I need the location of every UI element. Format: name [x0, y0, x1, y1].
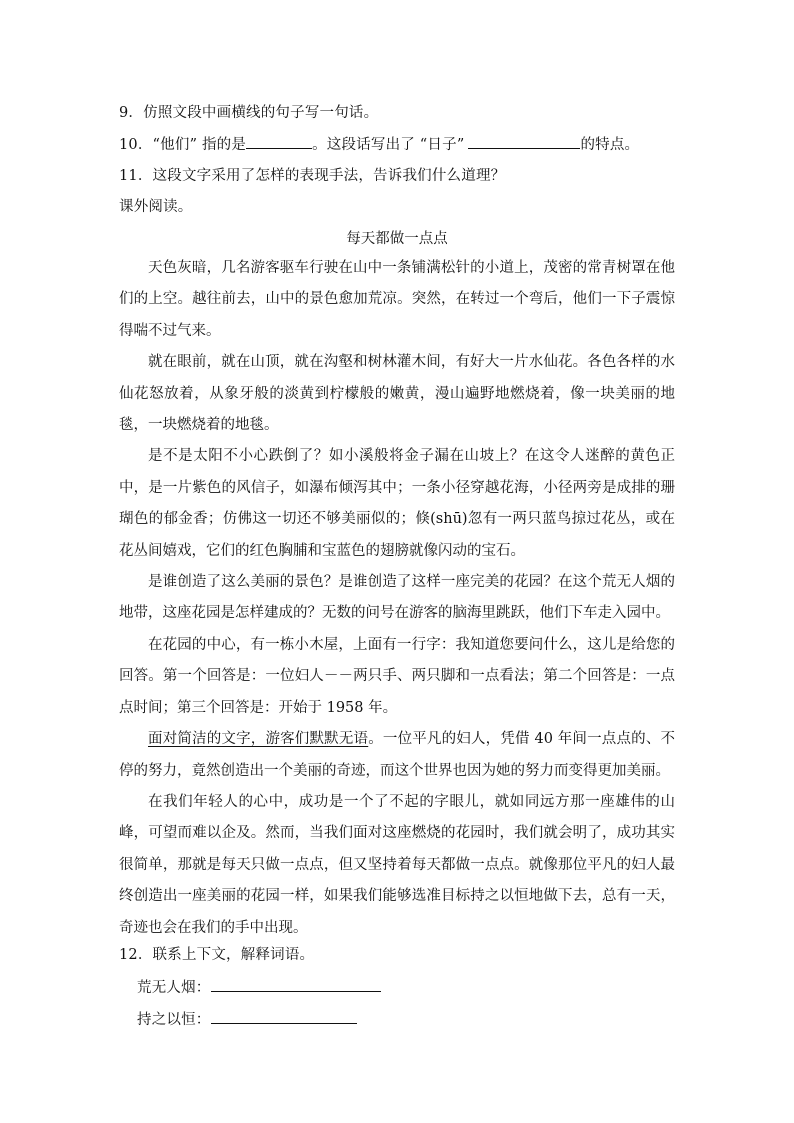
answer-blank-days[interactable] [468, 134, 580, 149]
article-paragraph-7: 在我们年轻人的心中，成功是一个了不起的字眼儿，就如同远方那一座雄伟的山峰，可望而难以企及。然而，当我们面对这座燃烧的花园时，我们就会明了，成功其实很简单，那就是每天只做一点点，但又坚持着每天都做一点点。就像那位平凡的妇人最终创造出一座美丽的花园一样，如果我们能够选准目标持之以恒地做下去，总有一天，奇迹也会在我们的手中出现。 [119, 793, 675, 936]
question-11: 11．这段文字采用了怎样的表现手法，告诉我们什么道理？ [119, 168, 506, 184]
term-row-2 [137, 1009, 357, 1030]
underlined-sentence: 面对简洁的文字，游客们默默无语 [148, 731, 369, 748]
answer-blank-they[interactable] [246, 134, 312, 149]
question-10-suffix: 的特点。 [580, 137, 640, 153]
article-paragraph-6 [119, 724, 675, 787]
question-10-prefix: 10．“他们” 指的是 [119, 137, 247, 153]
question-12: 12．联系上下文，解释词语。 [119, 947, 315, 963]
article-paragraph-3: 是不是太阳不小心跌倒了？如小溪般将金子漏在山坡上？在这令人迷醉的黄色正中，是一片紫色的风信子，如瀑布倾泻其中；一条小径穿越花海，小径两旁是成排的珊瑚色的郁金香；仿佛这一切还不够美丽似的；倏(shū)忽有一两只蓝鸟掠过花丛，或在花丛间嬉戏，它们的红色胸脯和宝蓝色的翅膀就像闪动的宝石。 [119, 448, 675, 559]
article-paragraph-2: 就在眼前，就在山顶，就在沟壑和树林灌木间，有好大一片水仙花。各色各样的水仙花怒放着，从象牙般的淡黄到柠檬般的嫩黄，漫山遍野地燃烧着，像一块美丽的地毯，一块燃烧着的地毯。 [119, 354, 675, 434]
question-10 [119, 134, 639, 155]
article-paragraph-1: 天色灰暗，几名游客驱车行驶在山中一条铺满松针的小道上，茂密的常青树罩在他们的上空。越往前去，山中的景色愈加荒凉。突然，在转过一个弯后，他们一下子震惊得喘不过气来。 [119, 260, 675, 339]
article-paragraph-5: 在花园的中心，有一栋小木屋，上面有一行字：我知道您要问什么，这儿是给您的回答。第一个回答是：一位妇人－－两只手、两只脚和一点看法；第二个回答是：一点点时间；第三个回答是：开始于 1958 年。 [119, 636, 675, 716]
article-title: 每天都做一点点 [346, 231, 448, 247]
question-9: 9．仿照文段中画横线的句子写一句话。 [119, 105, 379, 121]
article-paragraph-6-rest: 。一位平凡的妇人，凭借 40 年间一点点的、不停的努力，竟然创造出一个美丽的奇迹，而这个世界也因为她的努力而变得更加美丽。 [119, 731, 676, 779]
question-10-mid: 。这段话写出了 “日子” [312, 137, 465, 153]
answer-blank-term-1[interactable] [211, 977, 381, 992]
term-label-2: 持之以恒： [137, 1012, 211, 1028]
article-paragraph-4: 是谁创造了这么美丽的景色？是谁创造了这样一座完美的花园？在这个荒无人烟的地带，这座花园是怎样建成的？无数的问号在游客的脑海里跳跃，他们下车走入园中。 [119, 574, 675, 622]
term-row-1 [137, 977, 381, 998]
term-label-1: 荒无人烟： [137, 980, 211, 996]
article-body [119, 253, 675, 944]
section-heading: 课外阅读。 [119, 199, 193, 215]
answer-blank-term-2[interactable] [211, 1009, 357, 1024]
